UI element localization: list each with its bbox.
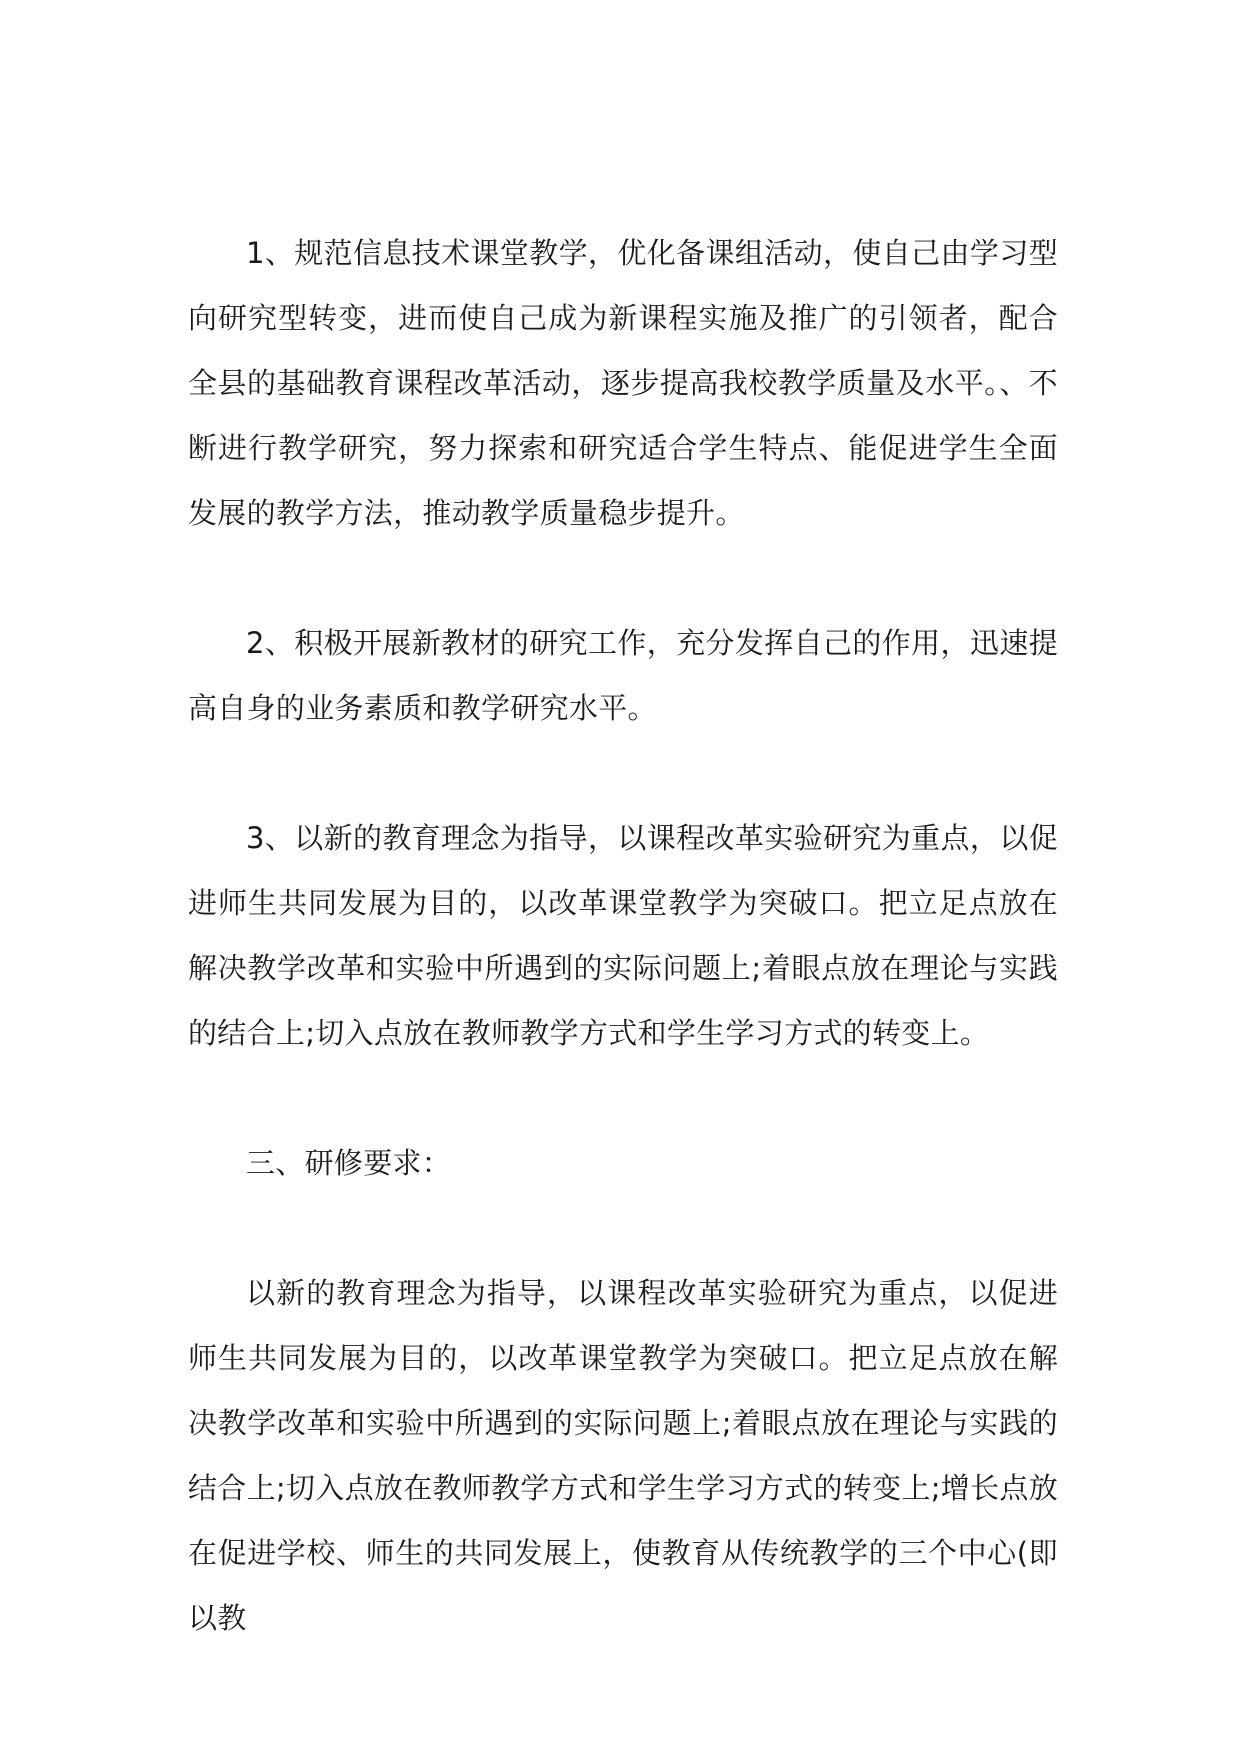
paragraph-goal-3: 3、以新的教育理念为指导，以课程改革实验研究为重点，以促进师生共同发展为目的，以改革课堂教学为突破口。把立足点放在解决教学改革和实验中所遇到的实际问题上;着眼点放在理论与实践的结合上;切入点放在教师教学方式和学生学习方式的转变上。 [188,821,1058,1050]
paragraph-goal-2: 2、积极开展新教材的研究工作，充分发挥自己的作用，迅速提高自身的业务素质和教学研究水平。 [188,626,1058,725]
paragraph-spacer [188,741,1058,806]
paragraph-spacer [188,546,1058,611]
paragraph-goal-1: 1、规范信息技术课堂教学，优化备课组活动，使自己由学习型向研究型转变，进而使自己成为新课程实施及推广的引领者，配合全县的基础教育课程改革活动，逐步提高我校教学质量及水平。、不断进行教学研究，努力探索和研究适合学生特点、能促进学生全面发展的教学方法，推动教学质量稳步提升。 [188,236,1058,530]
document-body [188,221,1058,1651]
paragraph-spacer [188,1066,1058,1131]
paragraph-requirements: 以新的教育理念为指导，以课程改革实验研究为重点，以促进师生共同发展为目的，以改革课堂教学为突破口。把立足点放在解决教学改革和实验中所遇到的实际问题上;着眼点放在理论与实践的结合上;切入点放在教师教学方式和学生学习方式的转变上;增长点放在促进学校、师生的共同发展上，使教育从传统教学的三个中心(即以教 [188,1276,1058,1635]
section-heading-requirements: 三、研修要求： [246,1146,452,1180]
paragraph-spacer [188,1196,1058,1261]
